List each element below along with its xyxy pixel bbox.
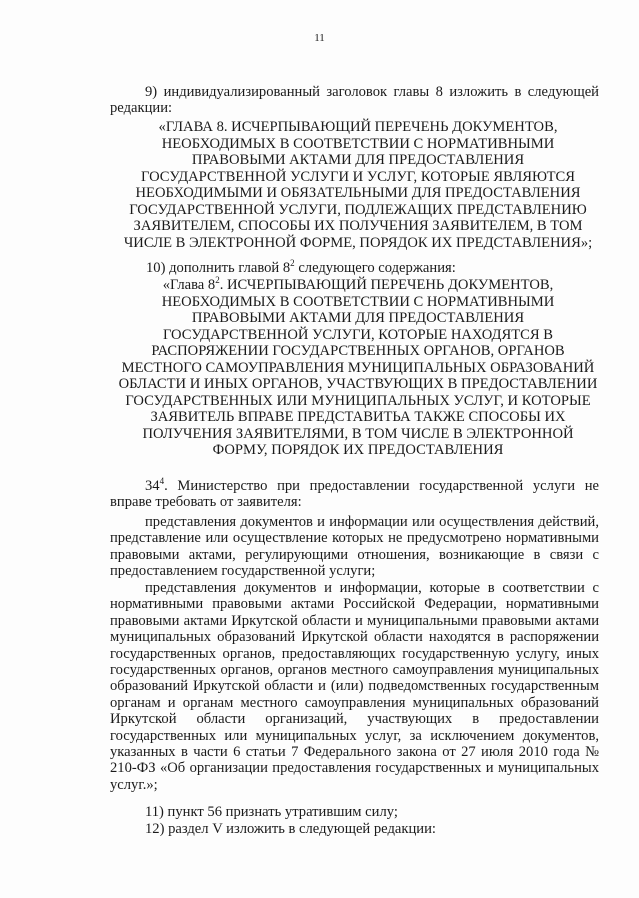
paragraph-34-number: 34	[145, 478, 160, 494]
chapter-8-2-superscript: 2	[215, 275, 220, 286]
paragraph-requirement-1: представления документов и информации или осуществления действий, представление или осуществление которых не предусмотрено нормативными правовыми актами, регулирующими отношения, возникающие в связи с предоставлением государственной услуги;	[110, 514, 599, 580]
item-10-superscript: 2	[290, 258, 295, 269]
page-number: 11	[314, 32, 325, 44]
chapter-8-2-heading-a: «Глава 8	[162, 277, 216, 293]
item-10-text-a: 10) дополнить главой 8	[146, 260, 291, 276]
paragraph-requirement-2: представления документов и информации, которые в соответствии с нормативными правовыми актами Российской Федерации, нормативными правовыми актами Иркутской области и муниципальными правовыми актами муниципальных образований Иркутской области находятся в распоряжении государственных органов, предоставляющих государственную услугу, иных государственных органов, органов местного самоуправления муниципальных образований Иркутской области и (или) подведомственных государственным органам и органам местного самоуправления муниципальных образований Иркутской области организаций, участвующих в предоставлении государственных или муниципальных услуг, за исключением документов, указанных в части 6 статьи 7 Федерального закона от 27 июля 2010 года № 210-ФЗ «Об организации предоставления государственных и муниципальных услуг.»;	[110, 580, 599, 793]
chapter-8-2-heading	[118, 277, 598, 459]
paragraph-34-text: . Министерство при предоставлении государственной услуги не вправе требовать от заявителя:	[110, 478, 599, 511]
paragraph-34-superscript: 4	[159, 476, 165, 487]
paragraph-34-4	[110, 478, 599, 511]
item-11: 11) пункт 56 признать утратившим силу;	[145, 804, 398, 820]
item-12: 12) раздел V изложить в следующей редакции:	[145, 821, 436, 837]
item-10	[146, 260, 599, 276]
item-10-text-b: следующего содержания:	[294, 260, 456, 276]
chapter-8-heading: «ГЛАВА 8. ИСЧЕРПЫВАЮЩИЙ ПЕРЕЧЕНЬ ДОКУМЕНТОВ, НЕОБХОДИМЫХ В СООТВЕТСТВИИ С НОРМАТИВНЫМИ ПРАВОВЫМИ АКТАМИ ДЛЯ ПРЕДОСТАВЛЕНИЯ ГОСУДАРСТВЕННОЙ УСЛУГИ И УСЛУГ, КОТОРЫЕ ЯВЛЯЮТСЯ НЕОБХОДИМЫМИ И ОБЯЗАТЕЛЬНЫМИ ДЛЯ ПРЕДОСТАВЛЕНИЯ ГОСУДАРСТВЕННОЙ УСЛУГИ, ПОДЛЕЖАЩИХ ПРЕДСТАВЛЕНИЮ ЗАЯВИТЕЛЕМ, СПОСОБЫ ИХ ПОЛУЧЕНИЯ ЗАЯВИТЕЛЕМ, В ТОМ ЧИСЛЕ В ЭЛЕКТРОННОЙ ФОРМЕ, ПОРЯДОК ИХ ПРЕДСТАВЛЕНИЯ»;	[123, 119, 593, 251]
chapter-8-2-heading-b: . ИСЧЕРПЫВАЮЩИЙ ПЕРЕЧЕНЬ ДОКУМЕНТОВ, НЕОБХОДИМЫХ В СООТВЕТСТВИИ С НОРМАТИВНЫМИ ПРАВОВЫМИ АКТАМИ ДЛЯ ПРЕДОСТАВЛЕНИЯ ГОСУДАРСТВЕННОЙ УСЛУГИ, КОТОРЫЕ НАХОДЯТСЯ В РАСПОРЯЖЕНИИ ГОСУДАРСТВЕННЫХ ОРГАНОВ, ОРГАНОВ МЕСТНОГО САМОУПРАВЛЕНИЯ МУНИЦИПАЛЬНЫХ ОБРАЗОВАНИЙ ОБЛАСТИ И ИНЫХ ОРГАНОВ, УЧАСТВУЮЩИХ В ПРЕДОСТАВЛЕНИИ ГОСУДАРСТВЕННЫХ ИЛИ МУНИЦИПАЛЬНЫХ УСЛУГ, И КОТОРЫЕ ЗАЯВИТЕЛЬ ВПРАВЕ ПРЕДСТАВИТЬА ТАКЖЕ СПОСОБЫ ИХ ПОЛУЧЕНИЯ ЗАЯВИТЕЛЯМИ, В ТОМ ЧИСЛЕ В ЭЛЕКТРОННОЙ ФОРМУ, ПОРЯДОК ИХ ПРЕДОСТАВЛЕНИЯ	[118, 277, 598, 458]
item-9: 9) индивидуализированный заголовок главы 8 изложить в следующей редакции:	[110, 84, 599, 117]
